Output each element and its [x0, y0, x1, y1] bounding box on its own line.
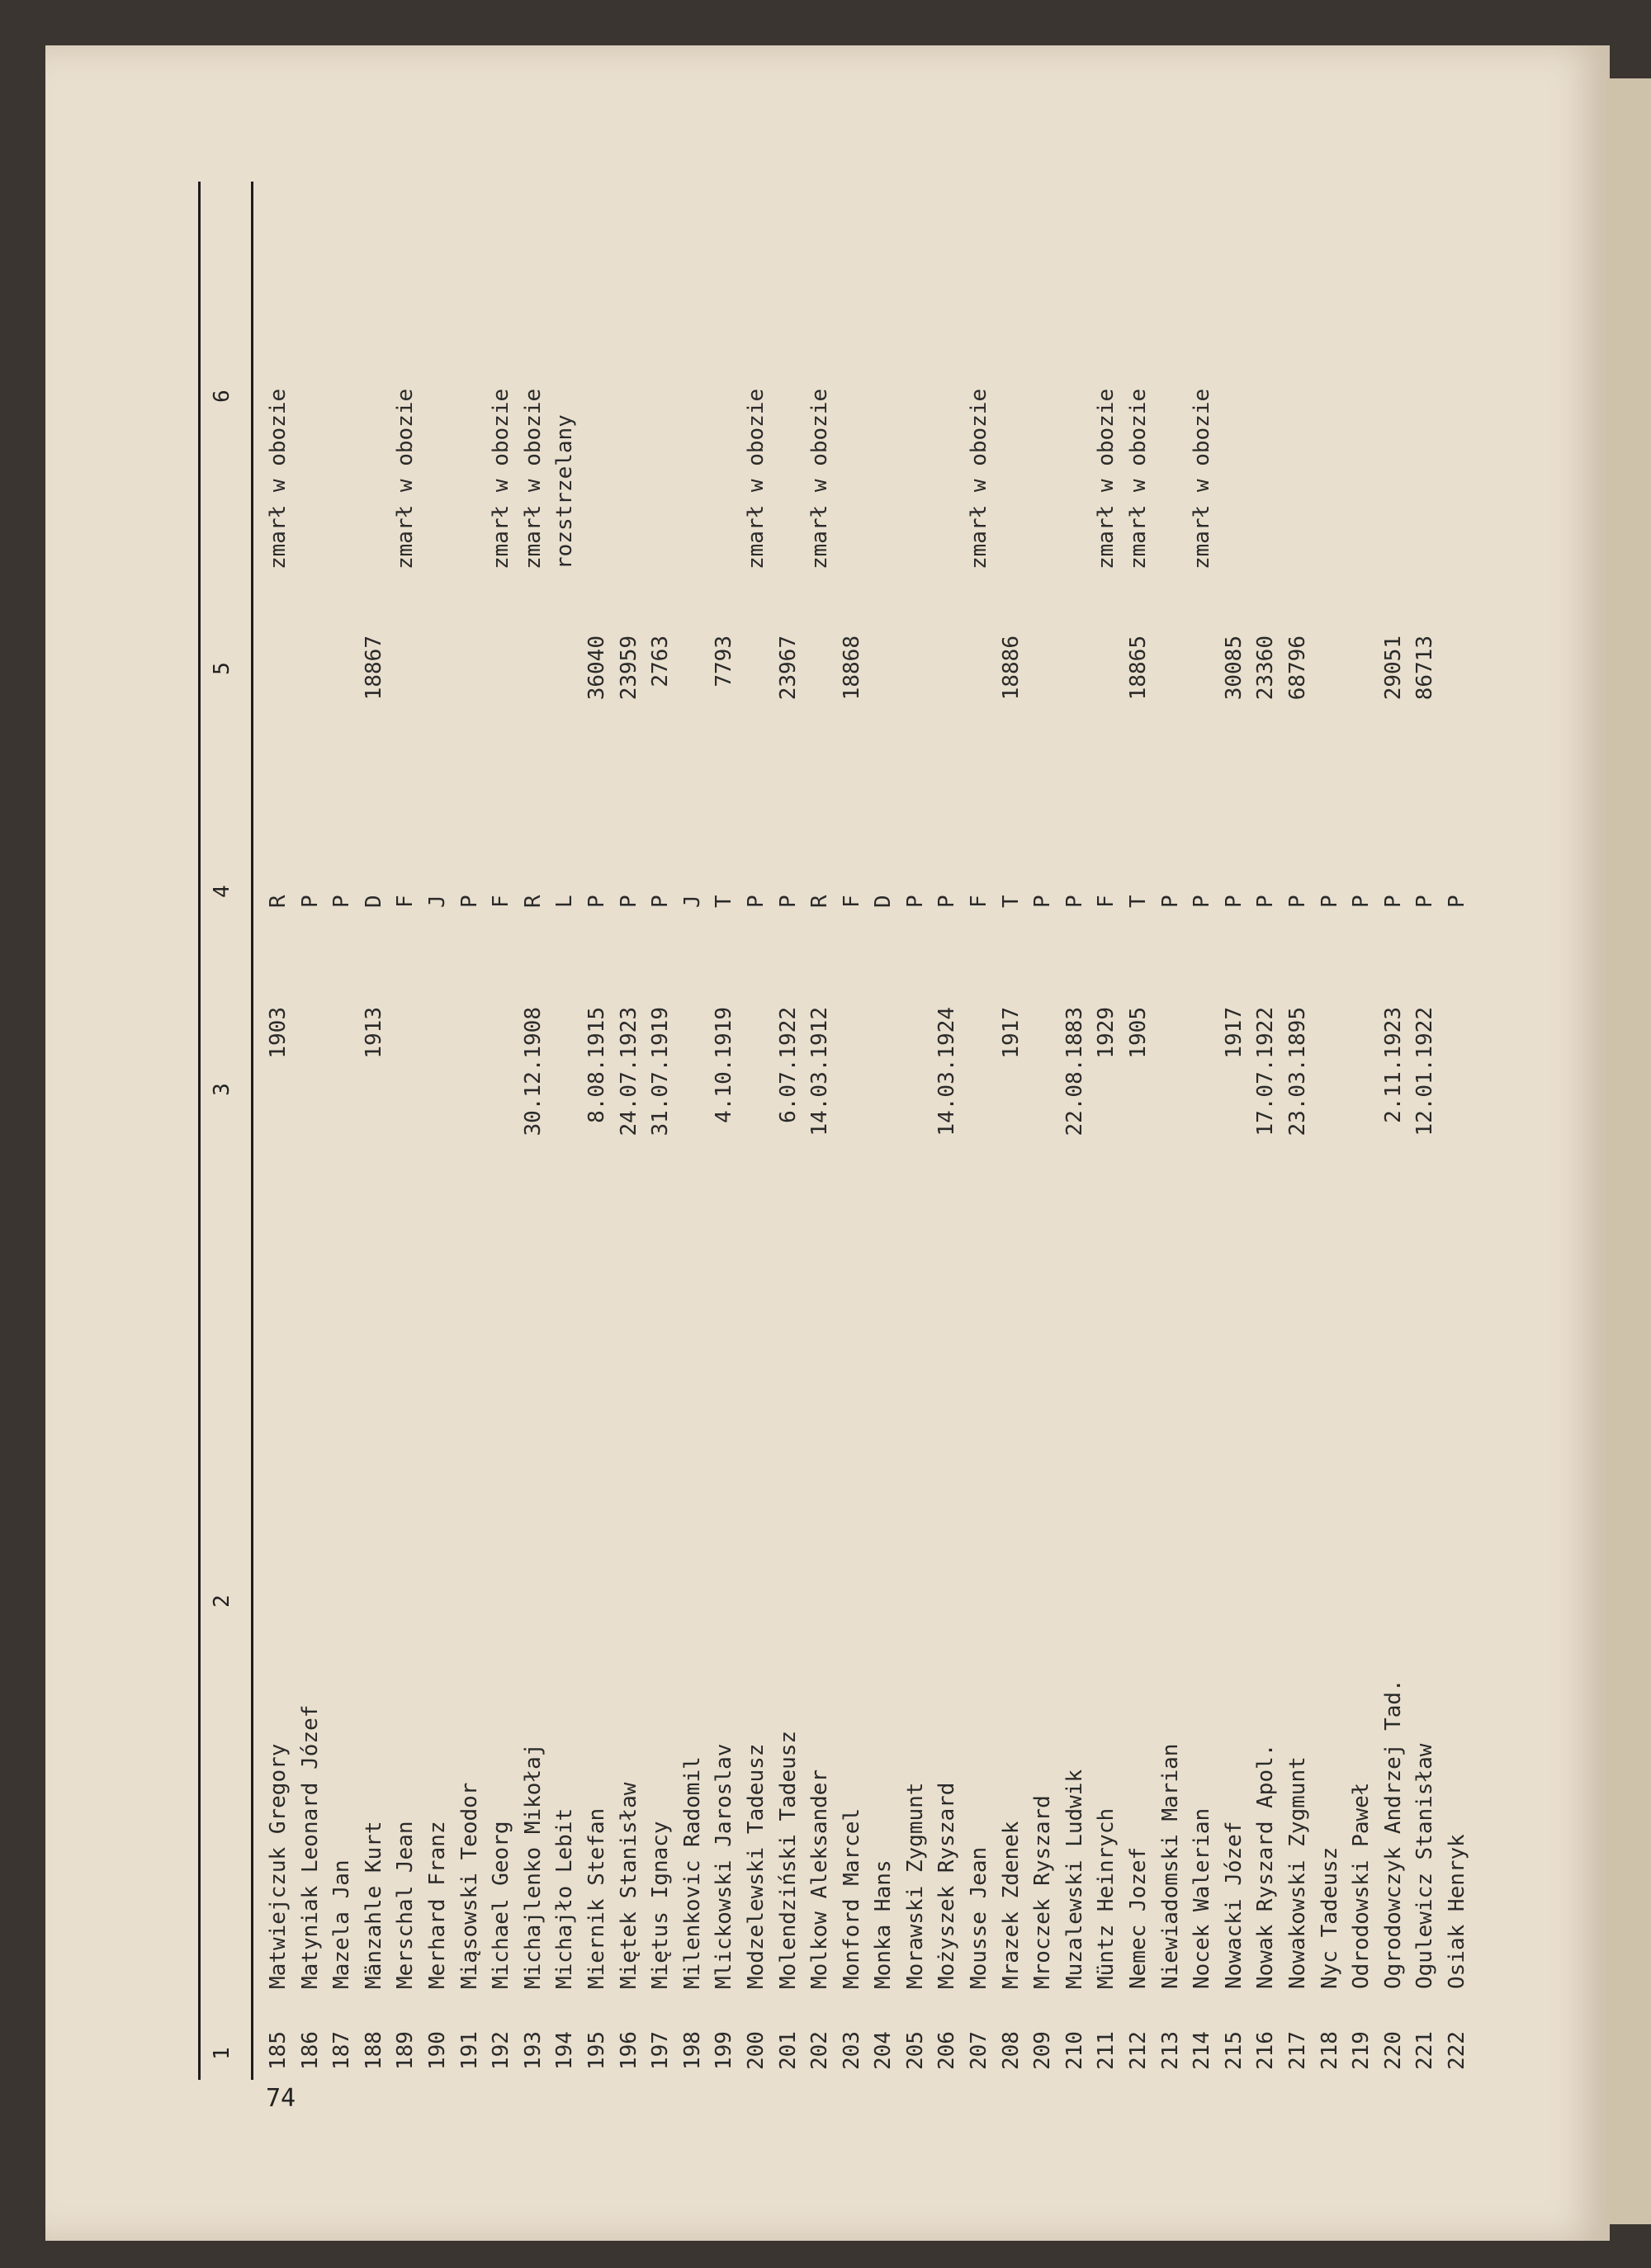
entry-birth-date: 4.10.1919 [712, 1007, 737, 1123]
entry-prisoner-number: 18865 [1126, 636, 1152, 701]
entry-number: 198 [679, 2031, 705, 2070]
entry-name: Mänzahle Kurt [361, 1821, 386, 1989]
entry-number: 222 [1444, 2031, 1469, 2070]
entry-remarks: zmarł w obozie [489, 388, 514, 569]
column-header-2: 2 [210, 1595, 234, 1608]
entry-remarks: rozstrzelany [552, 414, 578, 569]
entry-prisoner-number: 29051 [1380, 636, 1406, 701]
entry-nationality-code: P [902, 895, 928, 908]
column-header-5: 5 [210, 662, 234, 675]
column-header-4: 4 [210, 885, 234, 898]
entry-name: Muzalewski Ludwik [1062, 1769, 1087, 1989]
entry-number: 185 [266, 2031, 291, 2070]
table-row [1155, 182, 1187, 2080]
entry-number: 211 [1094, 2031, 1119, 2070]
entry-prisoner-number: 23967 [775, 636, 801, 701]
entry-nationality-code: T [712, 895, 737, 908]
entry-number: 202 [807, 2031, 833, 2070]
entry-birth-date: 1903 [266, 1007, 291, 1059]
entry-nationality-code: P [743, 895, 769, 908]
entry-remarks: zmarł w obozie [520, 388, 546, 569]
entry-nationality-code: P [648, 895, 674, 908]
table-row [1282, 182, 1314, 2080]
entry-number: 205 [902, 2031, 928, 2070]
entry-birth-date: 2.11.1923 [1380, 1007, 1406, 1123]
entry-birth-date: 1929 [1094, 1007, 1119, 1059]
entry-remarks: zmarł w obozie [393, 388, 419, 569]
entry-nationality-code: P [1157, 895, 1183, 908]
table-row [1250, 182, 1282, 2080]
entry-birth-date: 14.03.1912 [807, 1007, 833, 1136]
entry-prisoner-number: 2763 [648, 636, 674, 687]
table-row [454, 182, 486, 2080]
entry-name: Nyc Tadeusz [1317, 1846, 1342, 1989]
entry-nationality-code: P [1285, 895, 1310, 908]
entry-remarks: zmarł w obozie [807, 388, 833, 569]
table-row [740, 182, 773, 2080]
entry-birth-date: 6.07.1922 [775, 1007, 801, 1123]
entry-number: 204 [871, 2031, 896, 2070]
entry-name: Molkow Aleksander [807, 1769, 833, 1989]
entry-birth-date: 1917 [1221, 1007, 1247, 1059]
table-row [645, 182, 677, 2080]
entry-birth-date: 31.07.1919 [648, 1007, 674, 1136]
entry-name: Niewiadomski Marian [1157, 1743, 1183, 1989]
entry-number: 210 [1062, 2031, 1087, 2070]
table-row [1314, 182, 1346, 2080]
table-row [518, 182, 550, 2080]
table-row [1409, 182, 1441, 2080]
table-row [1123, 182, 1155, 2080]
entry-number: 209 [1030, 2031, 1056, 2070]
entry-nationality-code: J [424, 895, 450, 908]
entry-nationality-code: P [1030, 895, 1056, 908]
entry-number: 221 [1412, 2031, 1438, 2070]
entry-birth-date: 17.07.1922 [1253, 1007, 1279, 1136]
entry-name: Müntz Heinrych [1094, 1807, 1119, 1989]
table-row [773, 182, 805, 2080]
table-row [900, 182, 932, 2080]
table-row [263, 182, 295, 2080]
table-row [836, 182, 868, 2080]
table-row [804, 182, 836, 2080]
entry-nationality-code: P [775, 895, 801, 908]
table-row [581, 182, 613, 2080]
entry-nationality-code: F [1094, 895, 1119, 908]
entry-nationality-code: P [616, 895, 641, 908]
entry-birth-date: 23.03.1895 [1285, 1007, 1310, 1136]
entry-name: Morawski Zygmunt [902, 1782, 928, 1989]
entry-number: 186 [297, 2031, 323, 2070]
entry-nationality-code: D [361, 895, 386, 908]
entry-number: 192 [489, 2031, 514, 2070]
entry-nationality-code: L [552, 895, 578, 908]
entry-remarks: zmarł w obozie [1094, 388, 1119, 569]
table-row [1218, 182, 1251, 2080]
entry-name: Nowacki Józef [1221, 1821, 1247, 1989]
entry-name: Matwiejczuk Gregory [266, 1743, 291, 1989]
page-number: 74 [265, 2084, 296, 2113]
register-table [198, 182, 1469, 2080]
entry-name: Merschal Jean [393, 1821, 419, 1989]
entry-name: Mousse Jean [967, 1846, 992, 1989]
entry-birth-date: 8.08.1915 [584, 1007, 609, 1123]
entry-name: Monford Marcel [839, 1807, 864, 1989]
entry-nationality-code: F [489, 895, 514, 908]
table-row [1059, 182, 1091, 2080]
table-row [677, 182, 709, 2080]
entry-prisoner-number: 7793 [712, 636, 737, 687]
entry-birth-date: 1917 [998, 1007, 1024, 1059]
entry-name: Miętek Stanisław [616, 1782, 641, 1989]
entry-nationality-code: P [457, 895, 482, 908]
entry-number: 190 [424, 2031, 450, 2070]
entry-name: Ogulewicz Stanisław [1412, 1743, 1438, 1989]
entry-name: Merhard Franz [424, 1821, 450, 1989]
entry-name: Modzelewski Tadeusz [743, 1743, 769, 1989]
entry-nationality-code: P [1190, 895, 1215, 908]
entry-nationality-code: P [297, 895, 323, 908]
entry-birth-date: 30.12.1908 [520, 1007, 546, 1136]
entry-prisoner-number: 18868 [839, 636, 864, 701]
entry-number: 196 [616, 2031, 641, 2070]
entry-birth-date: 22.08.1883 [1062, 1007, 1087, 1136]
entry-nationality-code: R [807, 895, 833, 908]
entry-number: 216 [1253, 2031, 1279, 2070]
entry-nationality-code: J [679, 895, 705, 908]
entry-name: Michael Georg [489, 1821, 514, 1989]
entry-name: Mroczek Ryszard [1030, 1795, 1056, 1989]
entry-nationality-code: P [1412, 895, 1438, 908]
entry-remarks: zmarł w obozie [743, 388, 769, 569]
table-body [263, 182, 1474, 2080]
entry-number: 195 [584, 2031, 609, 2070]
entry-prisoner-number: 86713 [1412, 636, 1438, 701]
entry-number: 206 [934, 2031, 960, 2070]
entry-prisoner-number: 36040 [584, 636, 609, 701]
table-row [963, 182, 996, 2080]
entry-name: Michajlenko Mikołaj [520, 1743, 546, 1989]
table-top-rule [198, 182, 201, 2080]
entry-nationality-code: R [266, 895, 291, 908]
entry-nationality-code: P [1380, 895, 1406, 908]
entry-number: 217 [1285, 2031, 1310, 2070]
entry-prisoner-number: 18886 [998, 636, 1024, 701]
entry-birth-date: 1905 [1126, 1007, 1152, 1059]
entry-name: Mazela Jan [329, 1859, 355, 1989]
entry-name: Odrodowski Paweł [1349, 1782, 1374, 1989]
entry-number: 207 [967, 2031, 992, 2070]
entry-nationality-code: P [1253, 895, 1279, 908]
entry-number: 200 [743, 2031, 769, 2070]
table-row [868, 182, 900, 2080]
entry-name: Milenkovic Radomil [679, 1756, 705, 1989]
entry-number: 193 [520, 2031, 546, 2070]
entry-number: 194 [552, 2031, 578, 2070]
table-row [1346, 182, 1378, 2080]
entry-nationality-code: F [839, 895, 864, 908]
table-row [422, 182, 454, 2080]
entry-name: Możyszek Ryszard [934, 1782, 960, 1989]
entry-name: Osiak Henryk [1444, 1834, 1469, 1989]
entry-number: 208 [998, 2031, 1024, 2070]
entry-number: 191 [457, 2031, 482, 2070]
page-edge [1606, 78, 1651, 2224]
entry-nationality-code: R [520, 895, 546, 908]
entry-prisoner-number: 18867 [361, 636, 386, 701]
column-header-6: 6 [210, 390, 234, 403]
entry-number: 188 [361, 2031, 386, 2070]
entry-name: Molendziński Tadeusz [775, 1730, 801, 1989]
entry-name: Miąsowski Teodor [457, 1782, 482, 1989]
table-row [1090, 182, 1123, 2080]
table-row [1441, 182, 1474, 2080]
table-row [485, 182, 518, 2080]
entry-name: Miętus Ignacy [648, 1821, 674, 1989]
entry-name: Nemec Jozef [1126, 1846, 1152, 1989]
entry-number: 212 [1126, 2031, 1152, 2070]
entry-number: 197 [648, 2031, 674, 2070]
table-row [295, 182, 327, 2080]
entry-prisoner-number: 68796 [1285, 636, 1310, 701]
entry-remarks: zmarł w obozie [1126, 388, 1152, 569]
entry-prisoner-number: 30085 [1221, 636, 1247, 701]
entry-birth-date: 24.07.1923 [616, 1007, 641, 1136]
entry-remarks: zmarł w obozie [1190, 388, 1215, 569]
entry-name: Monka Hans [871, 1859, 896, 1989]
table-row [1378, 182, 1410, 2080]
table-row [1186, 182, 1218, 2080]
entry-nationality-code: F [393, 895, 419, 908]
entry-number: 218 [1317, 2031, 1342, 2070]
column-header-1: 1 [210, 2047, 234, 2060]
entry-name: Ogrodowczyk Andrzej Tad. [1380, 1679, 1406, 1989]
table-header-rule [251, 182, 253, 2080]
table-row [358, 182, 390, 2080]
table-row [549, 182, 581, 2080]
entry-prisoner-number: 23360 [1253, 636, 1279, 701]
entry-nationality-code: P [934, 895, 960, 908]
table-row [931, 182, 963, 2080]
table-row [326, 182, 358, 2080]
entry-number: 213 [1157, 2031, 1183, 2070]
table-row [1027, 182, 1059, 2080]
entry-nationality-code: P [1349, 895, 1374, 908]
entry-name: Nowakowski Zygmunt [1285, 1756, 1310, 1989]
entry-nationality-code: T [998, 895, 1024, 908]
entry-nationality-code: P [329, 895, 355, 908]
entry-nationality-code: P [1221, 895, 1247, 908]
entry-number: 201 [775, 2031, 801, 2070]
entry-name: Nocek Walerian [1190, 1807, 1215, 1989]
entry-number: 215 [1221, 2031, 1247, 2070]
entry-number: 189 [393, 2031, 419, 2070]
entry-nationality-code: P [1444, 895, 1469, 908]
entry-nationality-code: D [871, 895, 896, 908]
entry-number: 214 [1190, 2031, 1215, 2070]
table-row [613, 182, 646, 2080]
table-row [996, 182, 1028, 2080]
entry-nationality-code: P [1317, 895, 1342, 908]
entry-number: 219 [1349, 2031, 1374, 2070]
entry-prisoner-number: 23959 [616, 636, 641, 701]
entry-remarks: zmarł w obozie [967, 388, 992, 569]
entry-remarks: zmarł w obozie [266, 388, 291, 569]
entry-name: Nowak Ryszard Apol. [1253, 1743, 1279, 1989]
entry-nationality-code: T [1126, 895, 1152, 908]
entry-birth-date: 1913 [361, 1007, 386, 1059]
entry-nationality-code: F [967, 895, 992, 908]
entry-nationality-code: P [1062, 895, 1087, 908]
entry-name: Miernik Stefan [584, 1807, 609, 1989]
entry-birth-date: 14.03.1924 [934, 1007, 960, 1136]
entry-number: 220 [1380, 2031, 1406, 2070]
entry-name: Mlickowski Jaroslav [712, 1743, 737, 1989]
entry-number: 187 [329, 2031, 355, 2070]
table-row [390, 182, 422, 2080]
entry-number: 203 [839, 2031, 864, 2070]
table-row [708, 182, 740, 2080]
entry-name: Matyniak Leonard Józef [297, 1704, 323, 1989]
entry-birth-date: 12.01.1922 [1412, 1007, 1438, 1136]
entry-number: 199 [712, 2031, 737, 2070]
column-header-3: 3 [210, 1083, 234, 1096]
entry-name: Michajło Lebit [552, 1807, 578, 1989]
entry-name: Mrazek Zdenek [998, 1821, 1024, 1989]
entry-nationality-code: P [584, 895, 609, 908]
